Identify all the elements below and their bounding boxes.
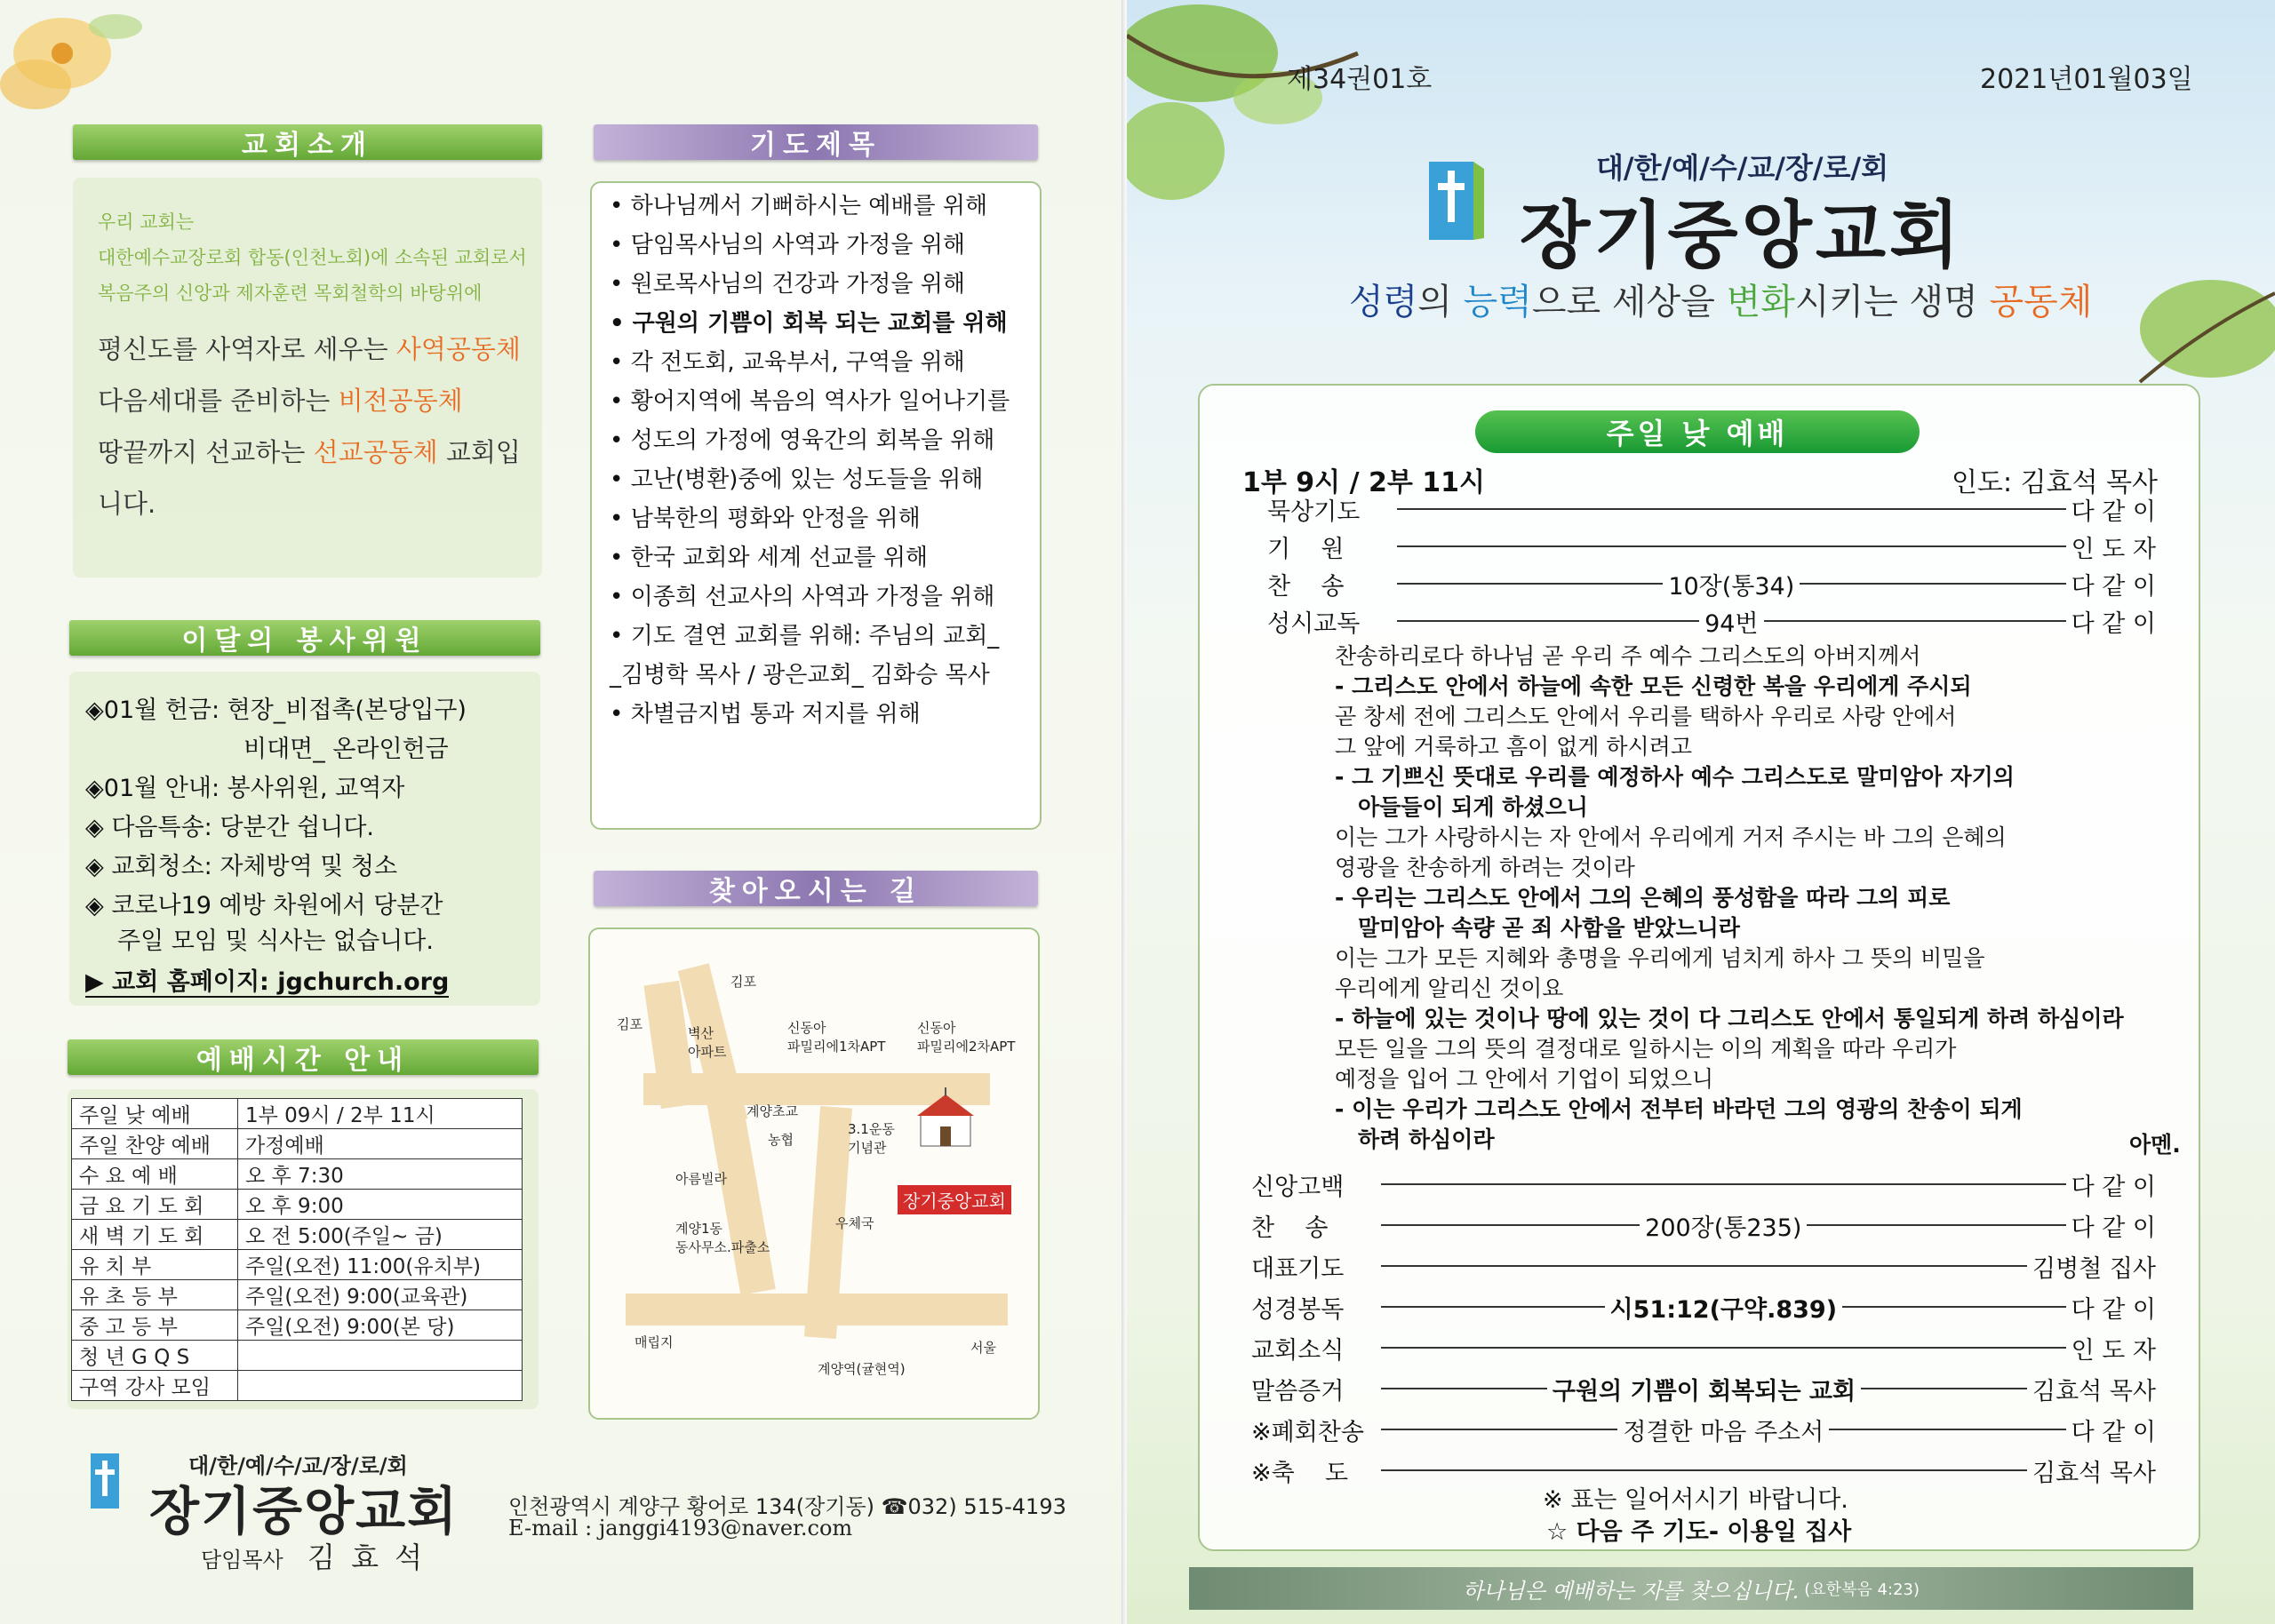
service-team-title: 이달의 봉사위원 [181,625,428,657]
service-times: 1부 9시 / 2부 11시 [1242,467,1486,498]
reading-line: 예정을 입어 그 안에서 기업이 되었으니 [1335,1066,1714,1092]
reading-line: 이는 그가 사랑하시는 자 안에서 우리에게 거저 주시는 바 그의 은혜의 [1335,824,2007,850]
prayer-item: _김병학 목사 / 광은교회_ 김화승 목사 [610,662,990,689]
schedule-service-time: 1부 09시 / 2부 11시 [238,1099,523,1129]
bulletin-date: 2021년01월03일 [1980,64,2193,95]
order-who: 다 같 이 [2071,498,2156,526]
order-dash-line [1381,1183,2066,1185]
next-week-prayer-note: ☆ 다음 주 기도- 이용일 집사 [1546,1518,1852,1546]
map-label-gimpo2: 김포 [617,1016,643,1032]
prayer-item: • 하나님께서 기뻐하시는 예배를 위해 [610,193,988,219]
order-detail: 200장(통235) [1645,1214,1802,1242]
schedule-service-time: 가정예배 [238,1129,523,1159]
schedule-row [72,1310,523,1341]
order-row [1267,602,2156,640]
schedule-table [71,1098,523,1401]
prayer-item: • 남북한의 평화와 안정을 위해 [610,506,921,532]
reading-line: 이는 그가 모든 지혜와 총명을 우리에게 넘치게 하사 그 뜻의 비밀을 [1335,945,1985,971]
slogan-part-2: 의 [1417,282,1464,322]
schedule-service-name: 금 요 기 도 회 [72,1190,238,1220]
schedule-service-name: 수 요 예 배 [72,1159,238,1190]
schedule-service-time [238,1371,523,1401]
order-who: 다 같 이 [2071,609,2156,638]
schedule-row [72,1371,523,1401]
order-detail: 구원의 기쁨이 회복되는 교회 [1552,1377,1856,1405]
schedule-service-name: 유 치 부 [72,1250,238,1280]
slogan-part-7: 공동체 [1989,282,2093,322]
reading-line: 말미암아 속량 곧 죄 사함을 받았느니라 [1358,915,1740,941]
intro-accent-3: 선교공동체 [313,437,438,467]
map-label-sindonga1: 신동아 파밀리에1차APT [787,1020,886,1055]
order-item: ※폐회찬송 [1251,1418,1364,1446]
schedule-service-name: 구역 강사 모임 [72,1371,238,1401]
prayer-item: • 한국 교회와 세계 선교를 위해 [610,545,929,571]
reading-line: - 우리는 그리스도 안에서 그의 은혜의 풍성함을 따라 그의 피로 [1335,885,1951,911]
directions-title: 찾아오시는 길 [708,876,923,907]
schedule-row [72,1099,523,1129]
order-who: 김병철 집사 [2032,1254,2156,1283]
order-dash-line [1861,1388,2027,1389]
prayer-item: • 황어지역에 복음의 역사가 일어나기를 [610,388,1010,415]
map-label-nonghyup: 농협 [768,1132,794,1148]
responsive-reading [1335,641,2188,1155]
amen-text: 아멘. [2129,1132,2181,1158]
footer-pastor-label: 담임목사 [201,1548,283,1572]
order-who: 다 같 이 [2071,1173,2156,1201]
order-row [1251,1246,2156,1286]
order-detail: 94번 [1704,609,1759,638]
order-dash-line [1397,620,1699,622]
schedule-service-name: 새 벽 기 도 회 [72,1220,238,1250]
reading-line: 찬송하리로다 하나님 곧 우리 주 예수 그리스도의 아버지께서 [1335,643,1921,669]
schedule-service-name: 청 년 G Q S [72,1341,238,1371]
schedule-service-name: 주일 찬양 예배 [72,1129,238,1159]
map-label-seoul: 서울 [970,1340,996,1356]
service-item-3: ◈01월 안내: 봉사위원, 교역자 [85,775,405,802]
slogan-part-4: 으로 세상을 [1531,282,1727,322]
map-road-d [706,1096,776,1295]
schedule-service-name: 유 초 등 부 [72,1280,238,1310]
footer-verse-ref: (요한복음 4:23) [1804,1580,1920,1599]
schedule-service-time: 주일(오전) 9:00(본 당) [238,1310,523,1341]
order-row [1251,1286,2156,1327]
order-detail: 시51:12(구약.839) [1609,1295,1838,1324]
schedule-service-time [238,1341,523,1371]
church-logo-icon-large [1425,156,1486,245]
order-dash-line [1381,1224,1640,1226]
schedule-service-time: 주일(오전) 11:00(유치부) [238,1250,523,1280]
footer-denomination: 대/한/예/수/교/장/로/회 [188,1453,408,1478]
reading-line: 곧 창세 전에 그리스도 안에서 우리를 택하사 우리로 사랑 안에서 [1335,704,1957,729]
schedule-row [72,1341,523,1371]
intro-panel [73,178,542,577]
church-icon [910,1087,981,1150]
map-label-byeoksan: 벽산 아파트 [688,1025,727,1060]
schedule-service-name: 중 고 등 부 [72,1310,238,1341]
schedule-header [68,1039,539,1075]
order-dash-line [1397,583,1663,585]
schedule-panel [68,1089,539,1409]
schedule-service-time: 오 전 5:00(주일~ 금) [238,1220,523,1250]
map-label-gimpo1: 김포 [730,974,756,990]
leaves-decoration-icon [1127,0,1376,267]
order-top-list [1267,490,2156,640]
schedule-row [72,1280,523,1310]
footer-address: 인천광역시 계양구 황어로 134(장기동) ☎032) 515-4193 [508,1494,1066,1519]
schedule-row [72,1220,523,1250]
service-title-pill [1475,410,1920,453]
schedule-service-time: 오 후 9:00 [238,1190,523,1220]
service-item-1: ◈01월 헌금: 현장_비접촉(본당입구) [85,697,467,724]
schedule-title: 예배시간 안내 [196,1045,411,1076]
map-label-memorial: 3.1운동 기념관 [848,1121,895,1156]
prayer-item: • 담임목사님의 사역과 가정을 위해 [610,232,966,259]
order-detail: 10장(통34) [1668,572,1795,601]
order-dash-line [1829,1429,2065,1430]
order-who: 김효석 목사 [2032,1377,2156,1405]
slogan-part-6: 시키는 생명 [1794,282,1990,322]
order-who: 다 같 이 [2071,572,2156,601]
order-dash-line [1381,1469,2027,1471]
intro-line-3-end: 교회입니다. [98,437,521,519]
reading-line: 그 앞에 거룩하고 흠이 없게 하시려고 [1335,734,1692,760]
left-page [0,0,1127,1624]
order-dash-line [1800,583,2065,585]
order-item: 묵상기도 [1267,498,1361,526]
reading-line: 우리에게 알리신 것이요 [1335,975,1564,1001]
prayer-item: • 원로목사님의 건강과 가정을 위해 [610,271,966,298]
order-bottom-list [1251,1164,2156,1491]
schedule-row [72,1250,523,1280]
directions-header [594,871,1038,906]
order-row [1267,565,2156,602]
order-row [1251,1409,2156,1450]
order-item: 대표기도 [1251,1254,1345,1283]
map-label-station: 계양역(귤현역) [818,1361,906,1377]
order-dash-line [1381,1265,2027,1267]
order-item: ※축 도 [1251,1459,1349,1487]
intro-header [73,124,542,160]
standing-note: ※ 표는 일어서시기 바랍니다. [1543,1486,1848,1514]
reading-line: - 이는 우리가 그리스도 안에서 전부터 바라던 그의 영광의 찬송이 되게 [1335,1096,2023,1122]
order-item: 말씀증거 [1251,1377,1345,1405]
order-dash-line [1842,1306,2066,1308]
prayer-item: • 이종희 선교사의 사역과 가정을 위해 [610,584,995,610]
order-dash-line [1764,620,2066,622]
order-item: 기 원 [1267,535,1345,563]
order-row [1251,1205,2156,1246]
schedule-service-name: 주일 낮 예배 [72,1099,238,1129]
slogan-part-1: 성령 [1349,282,1418,322]
intro-line-2-text: 다음세대를 준비하는 [98,386,339,416]
intro-accent-1: 사역공동체 [395,334,521,364]
service-item-2: 비대면_ 온라인헌금 [243,736,449,763]
church-logo-icon [85,1450,124,1512]
map-label-gyeyang-elem: 계양초교 [746,1103,798,1119]
map-label-maerip: 매립지 [635,1334,674,1350]
right-page [1127,0,2275,1624]
reading-line: - 그 기쁘신 뜻대로 우리를 예정하사 예수 그리스도로 말미암아 자기의 [1335,764,2015,790]
reading-line: 모든 일을 그의 뜻의 결정대로 일하시는 이의 계획을 따라 우리가 [1335,1036,1957,1062]
order-detail: 정결한 마음 주소서 [1623,1418,1824,1446]
map-label-office: 계양1동 동사무소.파출소 [675,1221,770,1255]
order-dash-line [1381,1429,1617,1430]
order-dash-line [1381,1306,1605,1308]
reading-line: 아들들이 되게 하셨으니 [1358,794,1588,820]
prayer-item: • 기도 결연 교회를 위해: 주님의 교회_ [610,623,1000,649]
prayer-item: • 차별금지법 통과 저지를 위해 [610,701,921,728]
map-label-postoffice: 우체국 [835,1215,874,1231]
service-item-5: ◈ 교회청소: 자체방역 및 청소 [85,853,398,880]
slogan [1349,274,2092,324]
footer-pastor-name: 김 효 석 [307,1540,427,1574]
order-item: 성경봉독 [1251,1295,1345,1324]
prayer-item: • 구원의 기쁨이 회복 되는 교회를 위해 [610,310,1008,337]
order-who: 다 같 이 [2071,1295,2157,1324]
reading-line: 하려 하심이라 [1358,1126,1495,1152]
homepage-text: ▶ 교회 홈페이지: jgchurch.org [85,968,450,996]
intro-line-1 [98,323,542,375]
slogan-part-5: 변화 [1726,282,1795,322]
footer-email[interactable]: E-mail : janggi4193@naver.com [508,1516,853,1540]
order-who: 인 도 자 [2071,535,2156,563]
map-label-arum: 아름빌라 [675,1171,727,1187]
service-team-header [69,620,540,656]
intro-small-1: 우리 교회는 [98,211,195,233]
order-who: 다 같 이 [2071,1214,2157,1242]
intro-line-2 [98,375,542,426]
order-who: 김효석 목사 [2032,1459,2156,1487]
order-dash-line [1381,1347,2066,1349]
service-item-4: ◈ 다음특송: 당분간 쉽니다. [85,814,375,841]
reading-line: - 그리스도 안에서 하늘에 속한 모든 신령한 복을 우리에게 주시되 [1335,673,1972,699]
church-name: 장기중앙교회 [1520,194,1964,278]
flower-decoration-icon [0,0,160,124]
footer-verse-banner [1189,1567,2193,1610]
map-label-sindonga2: 신동아 파밀리에2차APT [917,1020,1016,1055]
order-row [1267,528,2156,565]
footer-verse: 하나님은 예배하는 자를 찾으십니다. [1462,1578,1800,1604]
volume-number: 제34권01호 [1287,64,1433,95]
prayer-box [590,181,1042,830]
order-who: 다 같 이 [2071,1418,2156,1446]
intro-line-3 [98,426,542,529]
schedule-service-time: 주일(오전) 9:00(교육관) [238,1280,523,1310]
intro-line-1-text: 평신도를 사역자로 세우는 [98,334,396,364]
schedule-row [72,1159,523,1190]
service-team-panel [69,672,540,1006]
prayer-title: 기도제목 [750,130,882,161]
order-item: 성시교독 [1267,609,1361,638]
order-item: 교회소식 [1251,1336,1345,1365]
intro-small-3: 복음주의 신앙과 제자훈련 목회철학의 바탕위에 [98,283,483,304]
intro-small-2: 대한예수교장로회 합동(인천노회)에 소속된 교회로서 [98,247,527,268]
service-item-6: ◈ 코로나19 예방 차원에서 당분간 [85,892,443,919]
map-box [588,927,1040,1420]
order-dash-line [1807,1224,2065,1226]
slogan-part-3: 능력 [1463,282,1532,322]
intro-accent-2: 비전공동체 [338,386,463,416]
service-item-7: 주일 모임 및 식사는 없습니다. [117,927,434,955]
schedule-row [72,1129,523,1159]
schedule-row [72,1190,523,1220]
order-dash-line [1397,508,2066,510]
order-row [1251,1368,2156,1409]
reading-line: 영광을 찬송하게 하려는 것이라 [1335,855,1635,880]
order-row [1267,490,2156,528]
order-row [1251,1327,2156,1368]
service-leader: 인도: 김효석 목사 [1952,467,2159,498]
order-item: 찬 송 [1267,572,1345,601]
prayer-item: • 고난(병환)중에 있는 성도들을 위해 [610,466,984,493]
order-who: 인 도 자 [2071,1336,2156,1365]
map-label-church: 장기중앙교회 [898,1185,1011,1214]
homepage-link[interactable] [85,963,540,1002]
prayer-header [594,124,1038,160]
denomination: 대/한/예/수/교/장/로/회 [1596,151,1889,185]
order-dash-line [1397,545,2066,547]
order-dash-line [1381,1388,1547,1389]
schedule-service-time: 오 후 7:30 [238,1159,523,1190]
service-title: 주일 낮 예배 [1606,417,1789,450]
order-item: 신앙고백 [1251,1173,1345,1201]
order-item: 찬 송 [1251,1214,1329,1242]
order-row [1251,1164,2156,1205]
prayer-item: • 성도의 가정에 영육간의 회복을 위해 [610,427,995,454]
intro-title: 교회소개 [242,130,373,161]
footer-church-name: 장기중앙교회 [149,1481,459,1541]
intro-line-3-text: 땅끝까지 선교하는 [98,437,314,467]
prayer-item: • 각 전도회, 교육부서, 구역을 위해 [610,349,965,376]
reading-line: - 하늘에 있는 것이나 땅에 있는 것이 다 그리스도 안에서 통일되게 하려 하심이라 [1335,1006,2124,1031]
